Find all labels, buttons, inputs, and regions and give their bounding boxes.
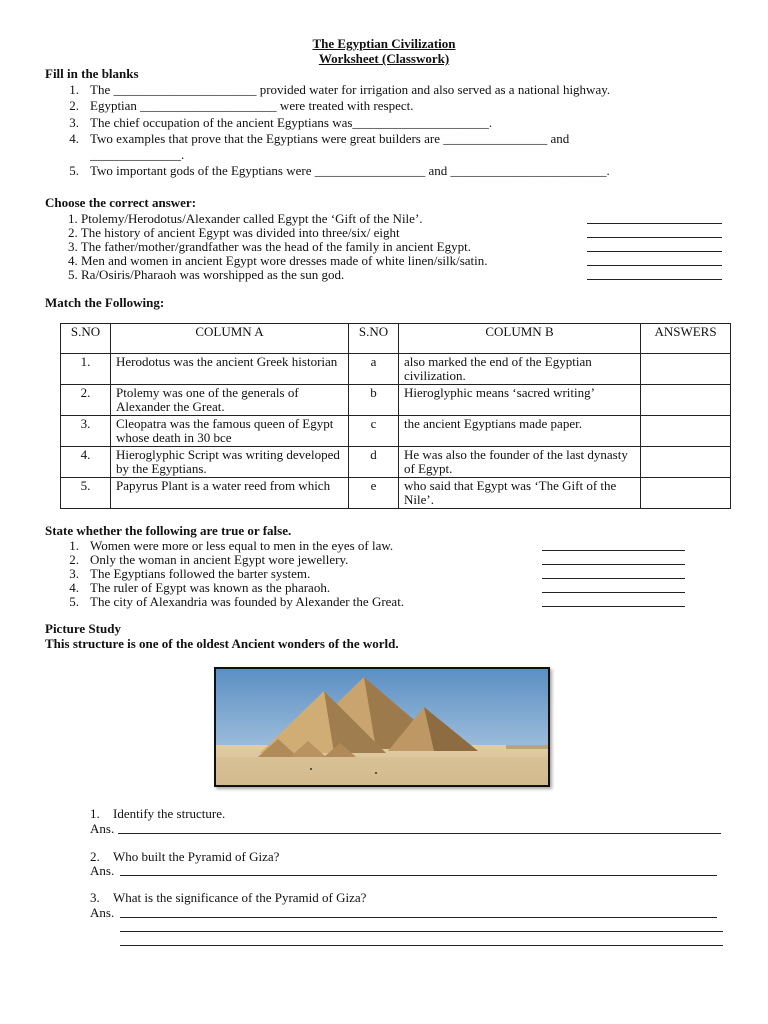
answer-line[interactable]	[120, 931, 723, 932]
answer-line[interactable]	[587, 279, 722, 280]
fill-item-text: Two examples that prove that the Egyptians were great builders are ________________ and	[90, 131, 570, 146]
ans-label: Ans.	[90, 905, 115, 920]
tf-item-text: The Egyptians followed the barter system.	[90, 566, 311, 581]
tf-item-text: The city of Alexandria was founded by Alexander the Great.	[90, 594, 405, 609]
cell-column-b: who said that Egypt was ‘The Gift of the Nile’.	[399, 478, 641, 509]
question-number: 2.	[90, 849, 100, 864]
cell-column-b: the ancient Egyptians made paper.	[399, 416, 641, 447]
table-row	[61, 447, 731, 478]
question-text: What is the significance of the Pyramid of Giza?	[113, 890, 367, 905]
distant-buildings	[506, 745, 548, 749]
cell-answer[interactable]	[641, 447, 731, 478]
answer-line[interactable]	[542, 550, 685, 551]
fill-item-text: The chief occupation of the ancient Egyptians was_____________________.	[90, 115, 493, 130]
ans-label: Ans.	[90, 863, 115, 878]
question-number: 1.	[90, 806, 100, 821]
tf-item-number: 4.	[69, 580, 79, 595]
answer-line[interactable]	[120, 917, 717, 918]
col-header-sno-b: S.NO	[349, 324, 399, 354]
cell-column-b: Hieroglyphic means ‘sacred writing’	[399, 385, 641, 416]
table-row	[61, 478, 731, 509]
cell-sno: 1.	[61, 354, 111, 385]
fill-item-continuation: ______________.	[90, 147, 185, 162]
pyramids-photo	[214, 667, 550, 787]
cell-column-a: Papyrus Plant is a water reed from which	[111, 478, 349, 509]
fill-item-number: 3.	[69, 115, 79, 130]
cell-sno: 2.	[61, 385, 111, 416]
match-header-row	[61, 324, 731, 354]
cell-column-a: Ptolemy was one of the generals of Alexander the Great.	[111, 385, 349, 416]
choose-item: 4. Men and women in ancient Egypt wore dresses made of white linen/silk/satin.	[68, 253, 488, 268]
cell-sno-b: b	[349, 385, 399, 416]
cell-column-a: Cleopatra was the famous queen of Egypt whose death in 30 bce	[111, 416, 349, 447]
answer-line[interactable]	[542, 578, 685, 579]
tf-item-number: 2.	[69, 552, 79, 567]
person-figure	[310, 768, 312, 770]
cell-column-a: Herodotus was the ancient Greek historian	[111, 354, 349, 385]
fill-item-text: The ______________________ provided water for irrigation and also served as a national highway.	[90, 82, 611, 97]
tf-item-text: Women were more or less equal to men in the eyes of law.	[90, 538, 394, 553]
fill-item-number: 5.	[69, 163, 79, 178]
col-header-sno: S.NO	[61, 324, 111, 354]
tf-item-text: Only the woman in ancient Egypt wore jewellery.	[90, 552, 349, 567]
cell-sno-b: a	[349, 354, 399, 385]
cell-column-b: also marked the end of the Egyptian civilization.	[399, 354, 641, 385]
answer-line[interactable]	[587, 223, 722, 224]
col-header-column-a: COLUMN A	[111, 324, 349, 354]
picture-study-subheading: This structure is one of the oldest Ancient wonders of the world.	[45, 636, 399, 651]
question-number: 3.	[90, 890, 100, 905]
ground-foreground	[216, 757, 548, 785]
answer-line[interactable]	[542, 564, 685, 565]
answer-line[interactable]	[542, 592, 685, 593]
cell-sno: 4.	[61, 447, 111, 478]
cell-column-b: He was also the founder of the last dynasty of Egypt.	[399, 447, 641, 478]
cell-answer[interactable]	[641, 354, 731, 385]
cell-answer[interactable]	[641, 478, 731, 509]
question-text: Identify the structure.	[113, 806, 226, 821]
col-header-answers: ANSWERS	[641, 324, 731, 354]
cell-sno-b: c	[349, 416, 399, 447]
answer-line[interactable]	[120, 875, 717, 876]
fill-item-number: 2.	[69, 98, 79, 113]
cell-column-a: Hieroglyphic Script was writing developed by the Egyptians.	[111, 447, 349, 478]
choose-item: 5. Ra/Osiris/Pharaoh was worshipped as the sun god.	[68, 267, 345, 282]
tf-item-number: 3.	[69, 566, 79, 581]
choose-item: 1. Ptolemy/Herodotus/Alexander called Egypt the ‘Gift of the Nile’.	[68, 211, 423, 226]
cell-sno: 3.	[61, 416, 111, 447]
match-heading: Match the Following:	[45, 295, 165, 310]
worksheet-subtitle: Worksheet (Classwork)	[318, 51, 450, 66]
cell-sno: 5.	[61, 478, 111, 509]
fill-blanks-heading: Fill in the blanks	[45, 66, 139, 81]
answer-line[interactable]	[542, 606, 685, 607]
question-text: Who built the Pyramid of Giza?	[113, 849, 280, 864]
col-header-column-b: COLUMN B	[399, 324, 641, 354]
cell-answer[interactable]	[641, 385, 731, 416]
choose-item: 3. The father/mother/grandfather was the head of the family in ancient Egypt.	[68, 239, 471, 254]
tf-item-text: The ruler of Egypt was known as the pharaoh.	[90, 580, 331, 595]
cell-sno-b: d	[349, 447, 399, 478]
worksheet-title: The Egyptian Civilization	[312, 36, 456, 51]
answer-line[interactable]	[120, 945, 723, 946]
fill-item-number: 1.	[69, 82, 79, 97]
answer-line[interactable]	[587, 237, 722, 238]
match-table	[60, 323, 731, 509]
fill-item-text: Two important gods of the Egyptians were _________________ and ________________________.	[90, 163, 610, 178]
choose-item: 2. The history of ancient Egypt was divided into three/six/ eight	[68, 225, 400, 240]
fill-item-text: Egyptian _____________________ were treated with respect.	[90, 98, 414, 113]
ans-label: Ans.	[90, 821, 115, 836]
true-false-heading: State whether the following are true or false.	[45, 523, 292, 538]
answer-line[interactable]	[118, 833, 721, 834]
table-row	[61, 385, 731, 416]
person-figure	[375, 772, 377, 774]
table-row	[61, 354, 731, 385]
choose-heading: Choose the correct answer:	[45, 195, 197, 210]
picture-study-heading: Picture Study	[45, 621, 121, 636]
tf-item-number: 1.	[69, 538, 79, 553]
cell-answer[interactable]	[641, 416, 731, 447]
answer-line[interactable]	[587, 251, 722, 252]
table-row	[61, 416, 731, 447]
pyramids-illustration	[216, 669, 548, 785]
cell-sno-b: e	[349, 478, 399, 509]
tf-item-number: 5.	[69, 594, 79, 609]
answer-line[interactable]	[587, 265, 722, 266]
fill-item-number: 4.	[69, 131, 79, 146]
